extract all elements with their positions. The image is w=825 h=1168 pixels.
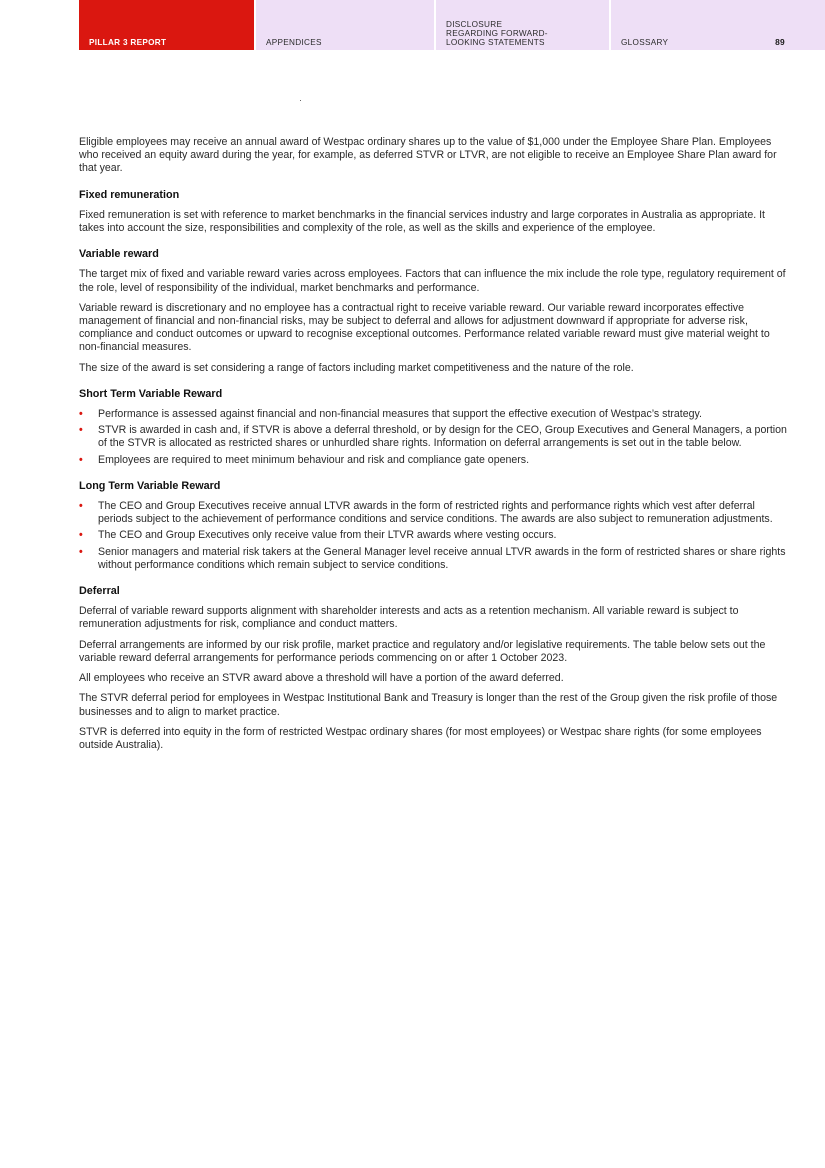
tab-appendices[interactable] (256, 0, 434, 50)
deferral-paragraph: The STVR deferral period for employees in Westpac Institutional Bank and Treasury is longer than the rest of the Group given the risk profile of those businesses and to align to market practice. (79, 692, 778, 718)
variable-reward-paragraph: The size of the award is set considering a range of factors including market competitiveness and the nature of the role. (79, 361, 634, 374)
fixed-remuneration-paragraph: Fixed remuneration is set with reference to market benchmarks in the financial services industry and large corporates in Australia as appropriate. It takes into account the size, responsibilities and complexity of the role, as well as the skills and experience of the employee. (79, 208, 765, 235)
ltvr-list (79, 500, 787, 572)
tab-disclosure-forward-looking[interactable] (436, 0, 609, 50)
stvr-bullet-text: Performance is assessed against financial and non-financial measures that support the effective execution of Westpac’s strategy. (98, 408, 702, 421)
tab-appendices-label: APPENDICES (266, 38, 322, 47)
bullet-icon: • (79, 545, 83, 558)
list-item (79, 546, 787, 572)
variable-reward-paragraph: Variable reward is discretionary and no employee has a contractual right to receive variable reward. Our variable reward incorporates effective management of financial and non-financial risks, may be subject to deferral and allows for adjustment downward if appropriate for adverse risk, compliance and conduct outcomes or upward to recognise exceptional outcomes. Performance related variable reward must give material weight to non-financial measures. (79, 301, 770, 354)
bullet-icon: • (79, 408, 83, 421)
ltvr-bullet-text: The CEO and Group Executives only receive value from their LTVR awards where vesting occurs. (98, 529, 557, 542)
stvr-bullet-text: STVR is awarded in cash and, if STVR is above a deferral threshold, or by design for the CEO, Group Executives and General Managers, a portion of the STVR is allocated as restricted shares or unhurdled share rights. Information on deferral arrangements is set out in the table below. (98, 424, 787, 450)
stvr-list (79, 408, 787, 467)
bullet-icon: • (79, 453, 83, 466)
ltvr-heading: Long Term Variable Reward (79, 479, 221, 492)
bullet-icon: • (79, 424, 83, 437)
list-item (79, 500, 787, 526)
deferral-heading: Deferral (79, 585, 120, 598)
deferral-paragraph: All employees who receive an STVR award above a threshold will have a portion of the award deferred. (79, 672, 564, 685)
bullet-icon: • (79, 500, 83, 513)
tab-pillar-3-report-label: PILLAR 3 REPORT (89, 38, 167, 47)
bullet-icon: • (79, 529, 83, 542)
tab-pillar-3-report[interactable] (79, 0, 254, 50)
ltvr-bullet-text: Senior managers and material risk takers at the General Manager level receive annual LTVR awards in the form of restricted shares or share rights without performance conditions which remain subject to service conditions. (98, 545, 786, 571)
deferral-paragraph: Deferral arrangements are informed by our risk profile, market practice and regulatory and/or legislative requirements. The table below sets out the variable reward deferral arrangements for performance periods commencing on or after 1 October 2023. (79, 638, 766, 664)
list-item (79, 408, 787, 421)
deferral-paragraph: STVR is deferred into equity in the form of restricted Westpac ordinary shares (for most employees) or Westpac share rights (for some employees outside Australia). (79, 725, 762, 751)
stvr-heading: Short Term Variable Reward (79, 387, 223, 400)
top-navigation (79, 0, 825, 50)
page-content (79, 136, 787, 759)
variable-reward-heading: Variable reward (79, 248, 159, 261)
page-number: 89 (775, 37, 785, 47)
tab-glossary-label: GLOSSARY (621, 38, 669, 47)
fixed-remuneration-heading: Fixed remuneration (79, 188, 180, 201)
list-item (79, 529, 787, 542)
tab-disclosure-label: DISCLOSURE REGARDING FORWARD- LOOKING STATEMENTS (446, 20, 548, 47)
stray-dot (300, 100, 301, 101)
deferral-paragraph: Deferral of variable reward supports alignment with shareholder interests and acts as a retention mechanism. All variable reward is subject to remuneration adjustments for risk, compliance and conduct matters. (79, 605, 739, 631)
intro-paragraph: Eligible employees may receive an annual award of Westpac ordinary shares up to the value of $1,000 under the Employee Share Plan. Employees who received an equity award during the year, for example, as deferred STVR or LTVR, are not eligible to receive an Employee Share Plan award for that year. (79, 136, 777, 175)
variable-reward-paragraph: The target mix of fixed and variable reward varies across employees. Factors that can influence the mix include the role type, regulatory requirement of the role, level of responsibility of the individual, market benchmarks and performance. (79, 268, 786, 294)
stvr-bullet-text: Employees are required to meet minimum behaviour and risk and compliance gate openers. (98, 453, 530, 466)
list-item (79, 424, 787, 450)
list-item (79, 454, 787, 467)
tab-glossary[interactable] (611, 0, 825, 50)
ltvr-bullet-text: The CEO and Group Executives receive annual LTVR awards in the form of restricted rights and performance rights which vest after deferral periods subject to the achievement of performance conditions and service conditions. The awards are also subject to remuneration adjustments. (98, 500, 773, 526)
